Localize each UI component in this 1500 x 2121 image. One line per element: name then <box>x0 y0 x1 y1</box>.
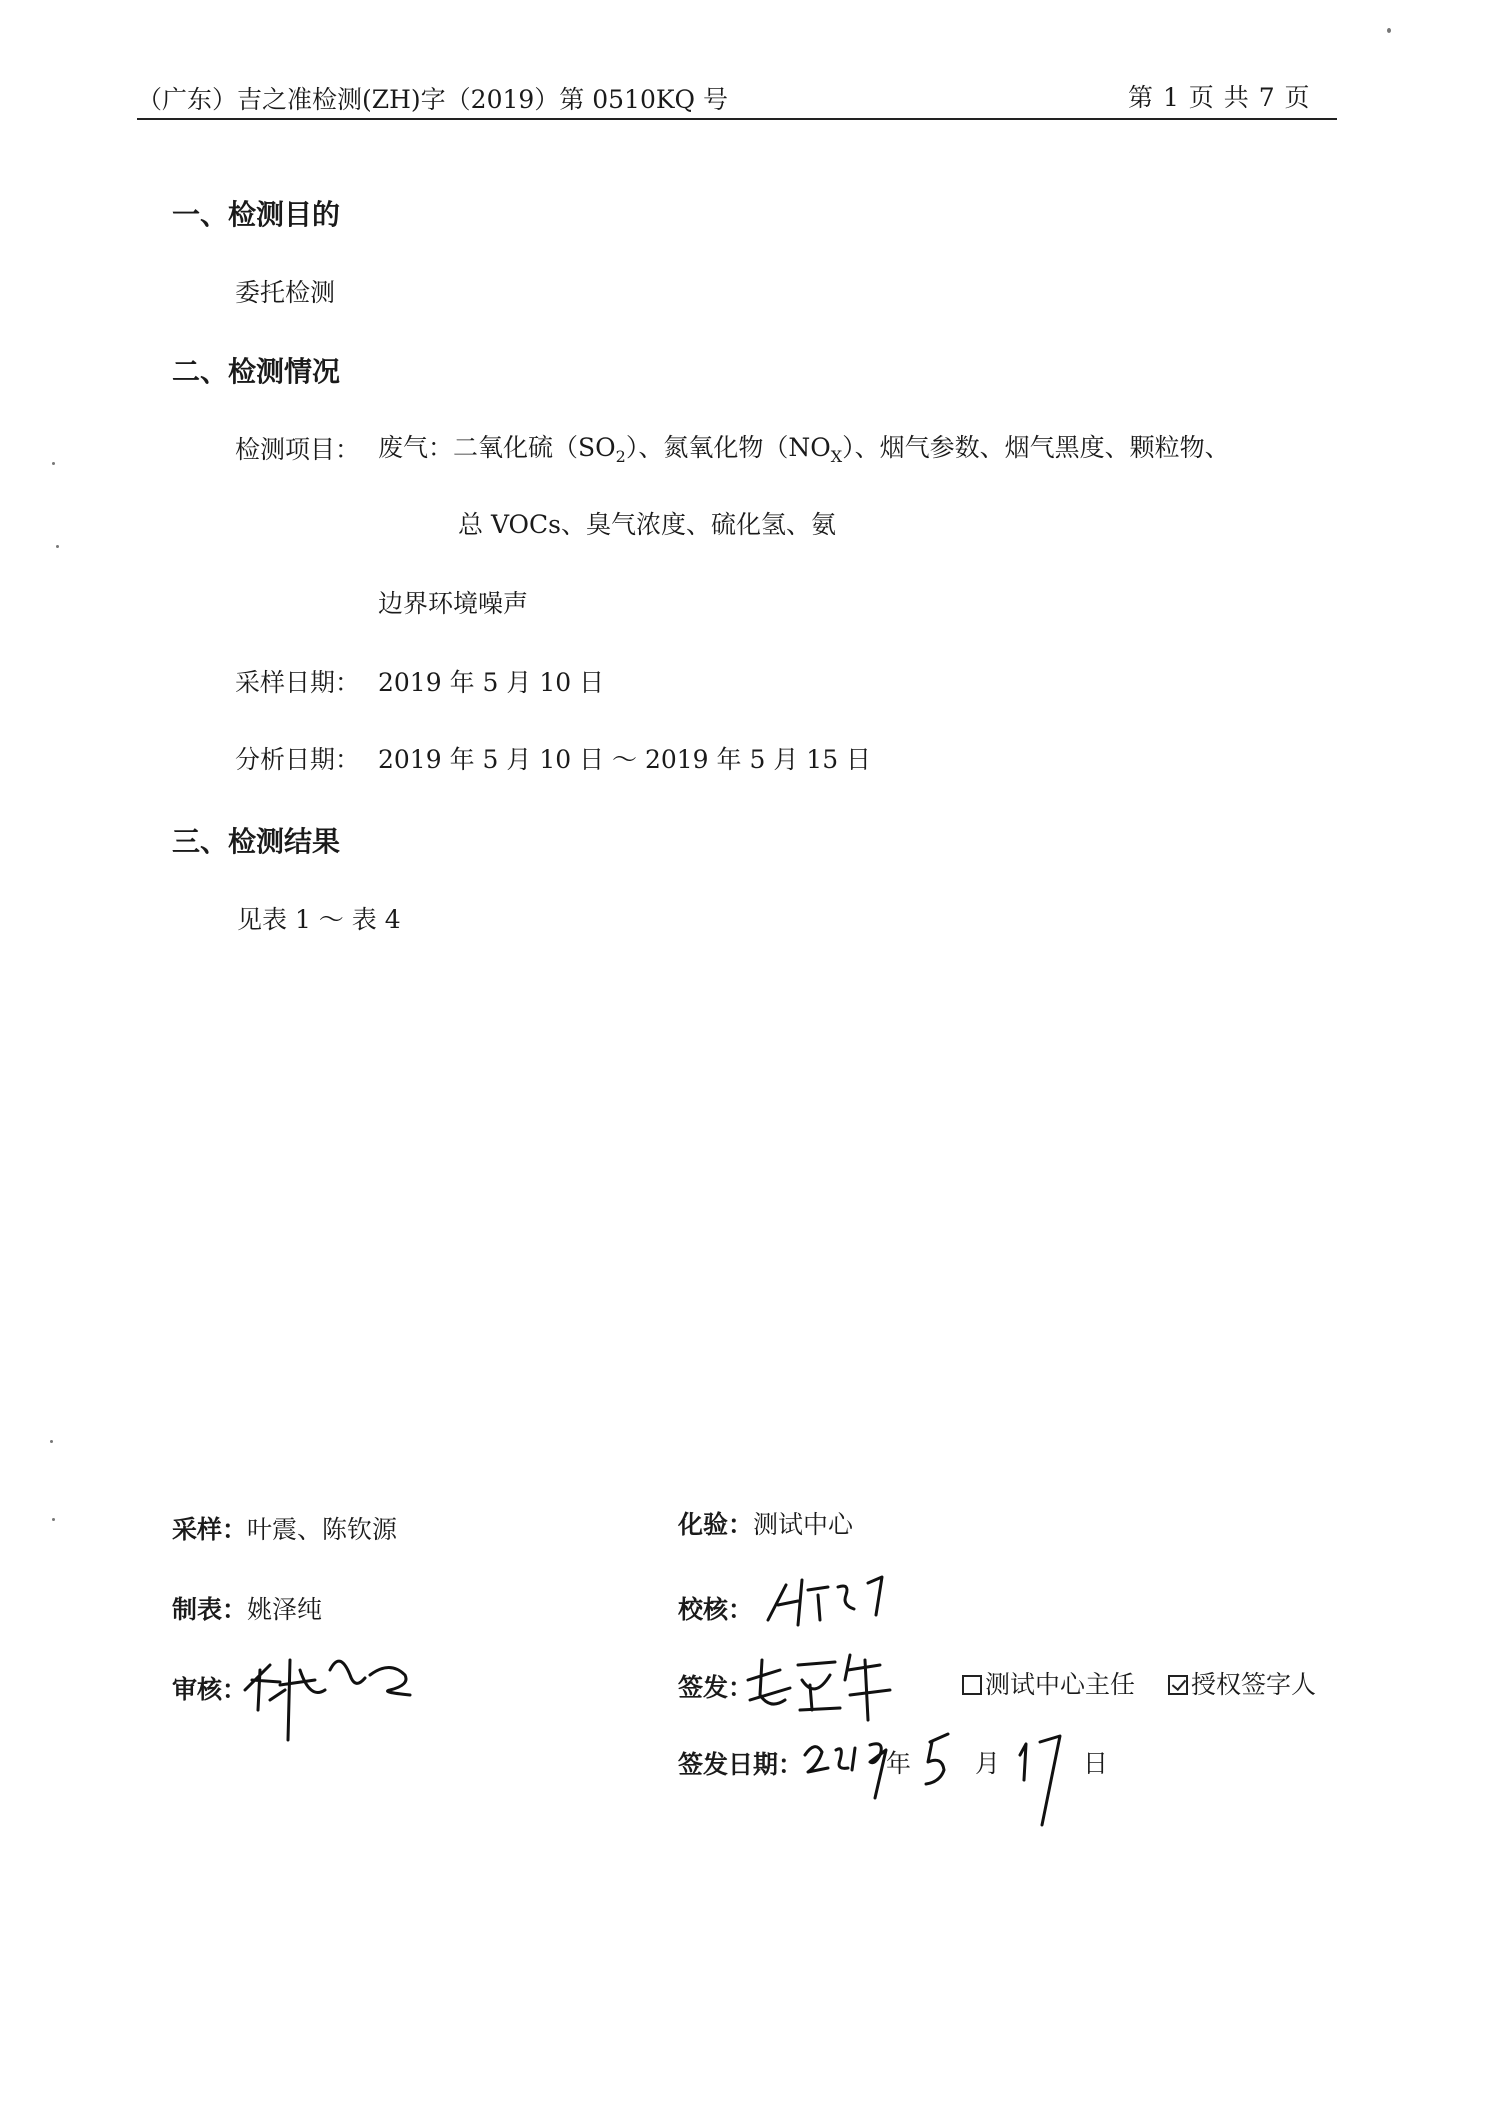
section-results-title: 三、检测结果 <box>172 825 341 858</box>
scan-speck <box>50 1440 53 1443</box>
handwritten-month <box>920 1722 960 1792</box>
section-purpose-title: 一、检测目的 <box>172 198 341 231</box>
header-rule <box>137 118 1337 120</box>
analysis-date-label: 分析日期： <box>235 745 361 774</box>
waste-gas-mid: ）、氮氧化物（NO <box>625 433 831 462</box>
issue-date-label: 签发日期： <box>678 1750 804 1779</box>
issue-year-char: 年 <box>886 1749 912 1778</box>
results-text: 见表 1 ～ 表 4 <box>237 905 401 934</box>
preparer-name: 姚泽纯 <box>247 1595 323 1624</box>
issue-day-char: 日 <box>1083 1749 1109 1778</box>
director-checkbox[interactable] <box>962 1675 982 1695</box>
option-signatory-label: 授权签字人 <box>1191 1670 1317 1699</box>
waste-gas-line1 <box>378 428 1230 466</box>
lab-value: 测试中心 <box>753 1510 854 1539</box>
checker-signature <box>758 1565 908 1635</box>
reviewer-label: 审核： <box>172 1675 248 1704</box>
issuer-label: 签发： <box>678 1673 754 1702</box>
so2-subscript: 2 <box>615 447 626 466</box>
analysis-date: 2019 年 5 月 10 日 ～ 2019 年 5 月 15 日 <box>378 745 872 774</box>
sampling-date-label: 采样日期： <box>235 668 361 697</box>
reviewer-signature <box>240 1630 420 1750</box>
noise-item: 边界环境噪声 <box>378 589 529 618</box>
sampler-row <box>172 1510 397 1546</box>
lab-row <box>678 1505 853 1541</box>
purpose-text: 委托检测 <box>235 278 336 307</box>
scan-speck <box>56 545 59 548</box>
nox-subscript: X <box>830 447 843 466</box>
sampling-date: 2019 年 5 月 10 日 <box>378 668 605 697</box>
sampler-names: 叶震、陈钦源 <box>247 1515 398 1544</box>
checker-label: 校核： <box>678 1595 754 1624</box>
option-director[interactable] <box>962 1665 1135 1701</box>
issue-month-char: 月 <box>975 1749 1001 1778</box>
sampler-label: 采样： <box>172 1515 248 1544</box>
handwritten-day <box>1012 1720 1072 1830</box>
option-director-label: 测试中心主任 <box>985 1670 1136 1699</box>
items-label: 检测项目： <box>235 435 361 464</box>
waste-gas-prefix: 废气：二氧化硫（SO <box>378 433 616 462</box>
section-status-title: 二、检测情况 <box>172 355 341 388</box>
issuer-signature <box>740 1640 920 1730</box>
signatory-checkbox[interactable] <box>1168 1675 1188 1695</box>
page-info: 第 1 页 共 7 页 <box>1128 83 1311 112</box>
report-number: （广东）吉之准检测(ZH)字（2019）第 0510KQ 号 <box>137 85 728 114</box>
lab-label: 化验： <box>678 1510 754 1539</box>
waste-gas-suffix: ）、烟气参数、烟气黑度、颗粒物、 <box>842 433 1230 462</box>
scan-speck <box>52 1518 55 1521</box>
option-signatory[interactable] <box>1168 1665 1316 1701</box>
scan-speck <box>52 462 55 465</box>
preparer-row <box>172 1590 322 1626</box>
scan-speck <box>1387 28 1391 33</box>
waste-gas-line2: 总 VOCs、臭气浓度、硫化氢、氨 <box>458 510 837 539</box>
preparer-label: 制表： <box>172 1595 248 1624</box>
